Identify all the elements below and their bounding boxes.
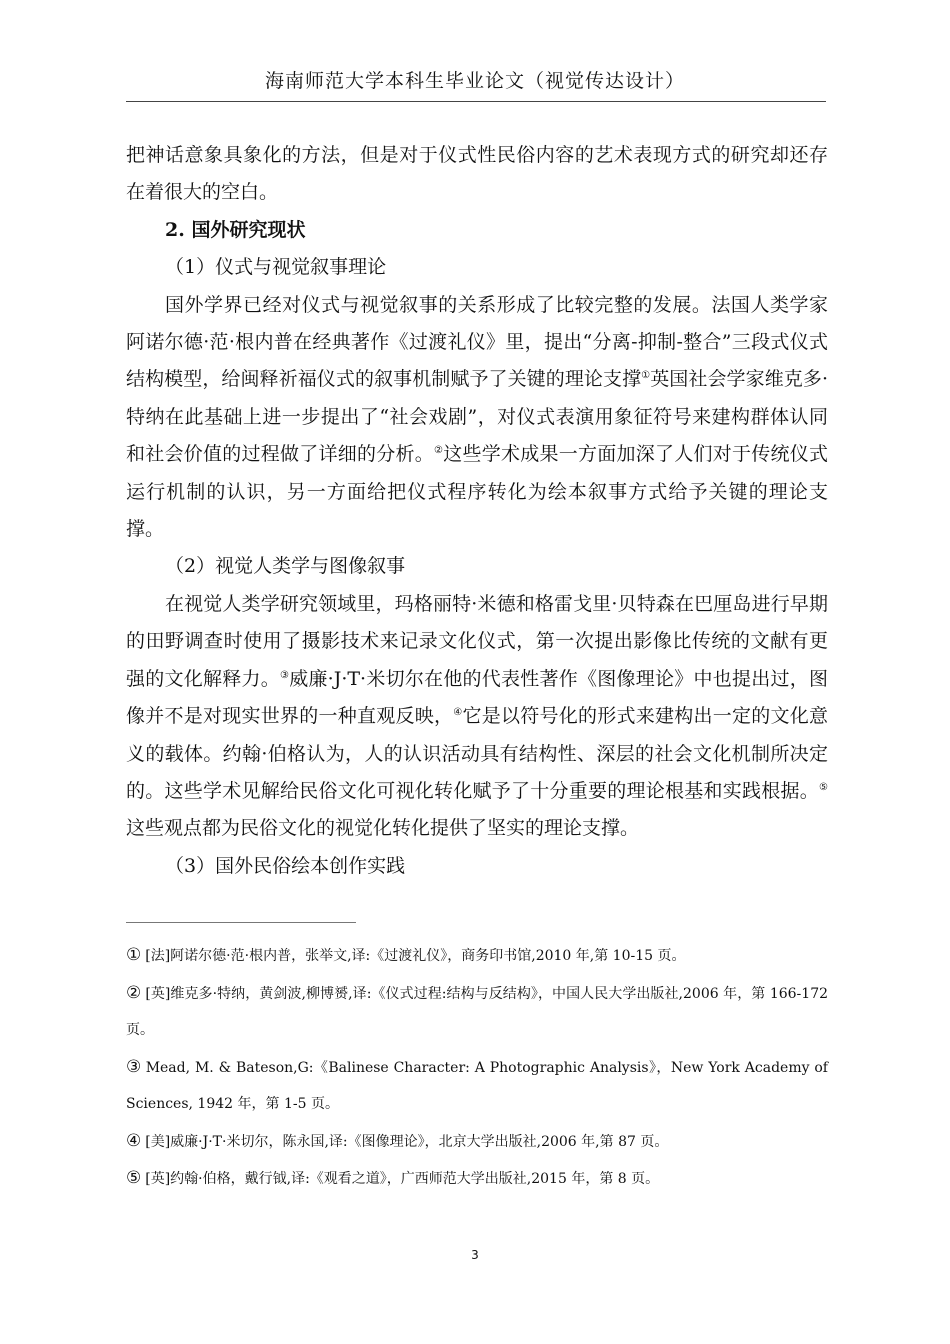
header-divider (126, 101, 826, 102)
main-text (126, 137, 828, 885)
footnote-2 (126, 975, 828, 1049)
paragraph-text: 国外学界已经对仪式与视觉叙事的关系形成了比较完整的发展。法国人类学家阿诺尔德·范·根内普在经典著作《过渡礼仪》里，提出“分离-抑制-整合”三段式仪式结构模型，给闽释祈福仪式的叙事机制赋予了关键的理论支撑 (126, 293, 828, 391)
footnote-ref-4: ④ (453, 707, 463, 719)
paragraph-2 (126, 586, 828, 848)
footnote-5 (126, 1160, 828, 1198)
subsection-title-2: （2）视觉人类学与图像叙事 (165, 555, 406, 578)
footnote-ref-5: ⑤ (819, 781, 828, 793)
paragraph-text: 英国社会学家维克多·特纳在此基础上进一步提出了“社会戏剧”，对仪式表演用象征符号来建构群体认同和社会价值的过程做了详细的分析。 (126, 368, 828, 466)
footnote-ref-3: ③ (279, 669, 290, 681)
footnote-mark: ② (126, 982, 142, 1003)
footnote-divider (126, 922, 356, 923)
footnote-1 (126, 937, 828, 975)
running-header: 海南师范大学本科生毕业论文（视觉传达设计） (264, 70, 685, 92)
page-number: 3 (471, 1248, 479, 1262)
footnote-mark: ① (126, 945, 142, 965)
paragraph-text: 它是以符号化的形式来建构出一定的文化意义的载体。约翰·伯格认为，人的认识活动具有结构性、深层的社会文化机制所决定的。这些学术见解给民俗文化可视化转化赋予了十分重要的理论根基和实践根据。 (126, 705, 828, 802)
subsection-title-3: （3）国外民俗绘本创作实践 (165, 854, 406, 877)
footnote-3 (126, 1049, 828, 1123)
section-heading: 2. 国外研究现状 (165, 218, 306, 241)
paragraph-text: 在视觉人类学研究领域里，玛格丽特·米德和格雷戈里·贝特森在巴厘岛进行早期的田野调查时使用了摄影技术来记录文化仪式，第一次提出影像比传统的文献有更强的文化解释力。 (126, 592, 828, 690)
footnote-text: Mead, M. & Bateson,G:《Balinese Character: A Photographic Analysis》，New York Academy of Sciences, 1942 年，第 1-5 页。 (126, 1059, 828, 1112)
paragraph-text: 这些观点都为民俗文化的视觉化转化提供了坚实的理论支撑。 (126, 817, 640, 840)
footnote-mark: ④ (126, 1130, 142, 1151)
footnote-text: [英]维克多·特纳，黄剑波,柳博赟,译:《仪式过程:结构与反结构》，中国人民大学出版社,2006 年，第 166-172 页。 (126, 985, 829, 1038)
footnote-mark: ⑤ (126, 1168, 142, 1188)
paragraph-continued: 把神话意象具象化的方法，但是对于仪式性民俗内容的艺术表现方式的研究却还存在着很大的空白。 (126, 144, 828, 204)
footnote-4 (126, 1123, 828, 1161)
paragraph-text: 这些学术成果一方面加深了人们对于传统仪式运行机制的认识，另一方面给把仪式程序转化为绘本叙事方式给予关键的理论支撑。 (126, 443, 828, 541)
footnote-text: [法]阿诺尔德·范·根内普，张举文,译:《过渡礼仪》，商务印书馆,2010 年,第 10-15 页。 (145, 948, 686, 964)
footnote-text: [英]约翰·伯格，戴行钺,译:《观看之道》，广西师范大学出版社,2015 年，第 8 页。 (145, 1171, 660, 1187)
footnote-text: [美]威廉·J·T·米切尔，陈永国,译:《图像理论》，北京大学出版社,2006 年,第 87 页。 (145, 1133, 669, 1150)
paragraph-1 (126, 287, 828, 549)
footnotes (126, 937, 828, 1198)
footnote-ref-2: ② (434, 445, 444, 457)
subsection-title-1: （1）仪式与视觉叙事理论 (165, 256, 387, 279)
footnote-ref-1: ① (641, 370, 651, 382)
footnote-mark: ③ (126, 1056, 142, 1077)
paragraph-text: 威廉·J·T·米切尔在他的代表性著作《图像理论》中也提出过，图像并不是对现实世界的一种直观反映， (126, 667, 828, 728)
